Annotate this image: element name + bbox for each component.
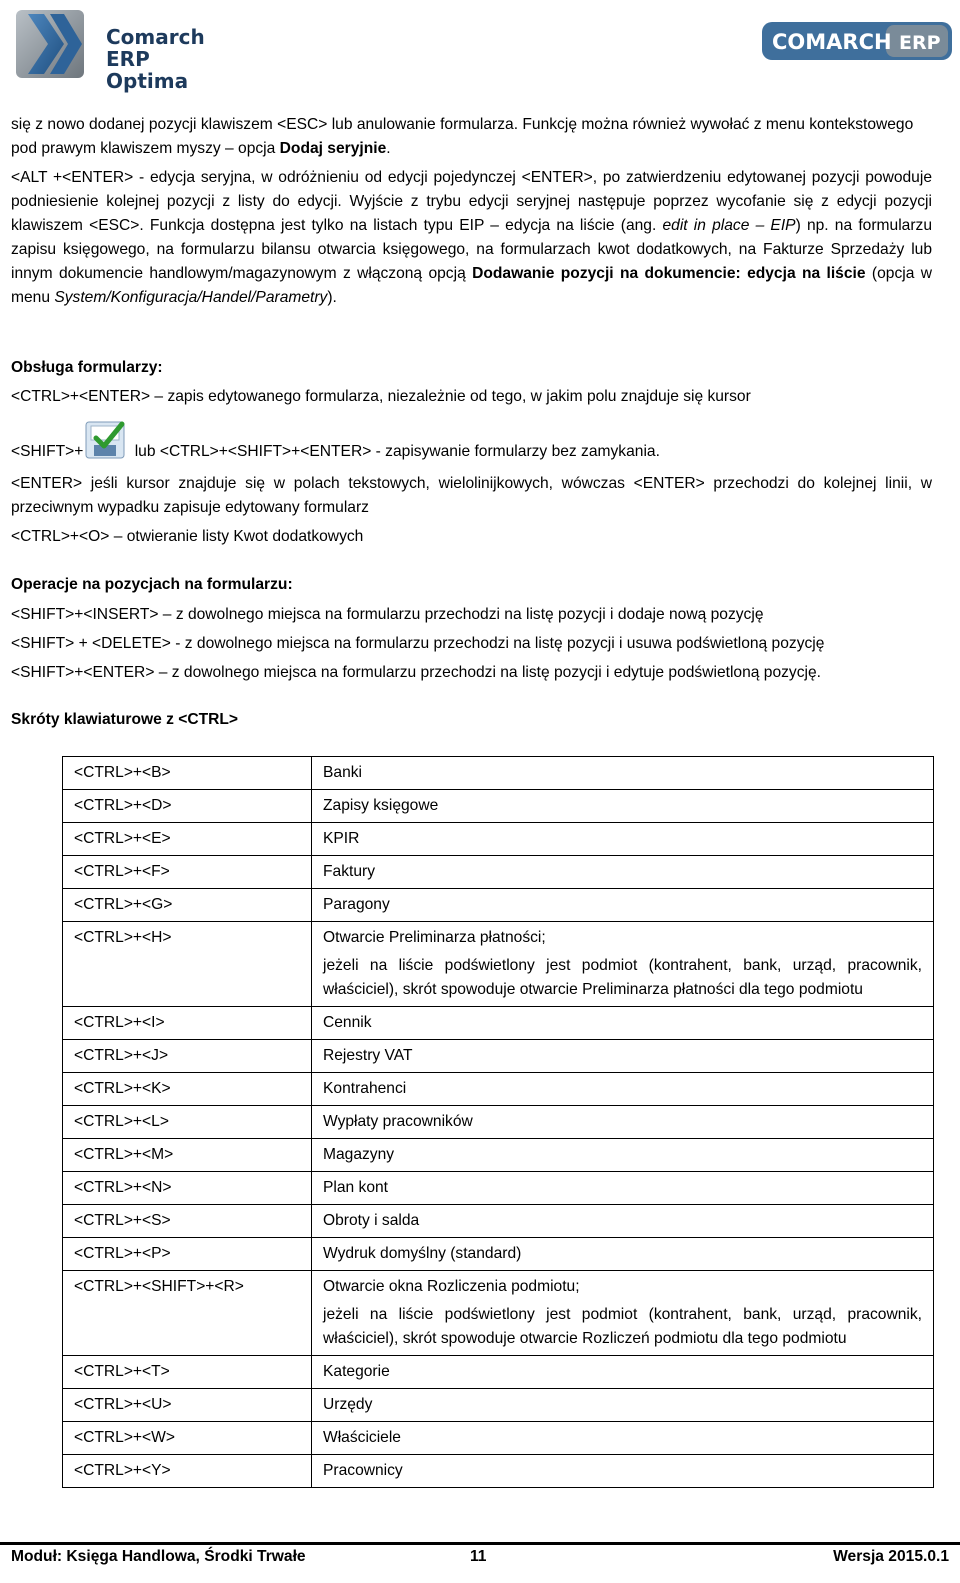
shortcut-desc: Paragony (312, 889, 934, 922)
shortcut-key: <CTRL>+<L> (63, 1106, 312, 1139)
forms-heading: Obsługa formularzy: (11, 359, 163, 376)
shortcut-desc-multi (312, 922, 934, 1007)
shortcut-desc: Urzędy (312, 1389, 934, 1422)
shortcut-key: <CTRL>+<W> (63, 1422, 312, 1455)
footer-version: Wersja 2015.0.1 (833, 1548, 949, 1565)
shortcut-key: <CTRL>+<S> (63, 1205, 312, 1238)
p2-bold: Dodawanie pozycji na dokumencie: edycja na liście (472, 265, 866, 282)
shortcut-key: <CTRL>+<F> (63, 856, 312, 889)
table-row (63, 1356, 934, 1389)
shortcut-desc: Obroty i salda (312, 1205, 934, 1238)
shortcut-desc: Cennik (312, 1007, 934, 1040)
p2-italic2: System/Konfiguracja/Handel/Parametry (54, 289, 328, 306)
shortcut-desc-detail: jeżeli na liście podświetlony jest podmiot (kontrahent, bank, urząd, pracownik, właściciel), skrót spowoduje otwarcie Preliminarza płatności dla tego podmiotu (323, 957, 922, 998)
forms-line2-post: lub <CTRL>+<SHIFT>+<ENTER> - zapisywanie formularzy bez zamykania. (130, 443, 660, 461)
shortcut-desc: Otwarcie okna Rozliczenia podmiotu; (323, 1278, 580, 1295)
shortcut-key: <CTRL>+<B> (63, 757, 312, 790)
shortcut-key: <CTRL>+<E> (63, 823, 312, 856)
shortcut-key: <CTRL>+<T> (63, 1356, 312, 1389)
table-row (63, 922, 934, 1007)
positions-heading: Operacje na pozycjach na formularzu: (11, 576, 293, 593)
table-row (63, 790, 934, 823)
forms-line-enter: <ENTER> jeśli kursor znajduje się w polach tekstowych, wielolinijkowych, wówczas <ENTER> przechodzi do kolejnej linii, w przeciwnym wypadku zapisuje edytowany formularz (11, 475, 932, 516)
save-checkmark-icon (84, 418, 128, 462)
comarch-erp-optima-logo (14, 8, 254, 93)
table-row (63, 1106, 934, 1139)
shortcut-desc: Faktury (312, 856, 934, 889)
table-row (63, 856, 934, 889)
shortcut-desc: KPIR (312, 823, 934, 856)
shortcut-key: <CTRL>+<SHIFT>+<R> (63, 1271, 312, 1356)
table-row (63, 1389, 934, 1422)
footer-page-number: 11 (470, 1548, 487, 1565)
paragraph-serial-edit (11, 166, 932, 310)
shortcut-key: <CTRL>+<K> (63, 1073, 312, 1106)
shortcut-key: <CTRL>+<J> (63, 1040, 312, 1073)
shortcut-desc: Pracownicy (312, 1455, 934, 1488)
shortcut-key: <CTRL>+<Y> (63, 1455, 312, 1488)
shortcut-key: <CTRL>+<P> (63, 1238, 312, 1271)
table-row (63, 1455, 934, 1488)
footer-module: Moduł: Księga Handlowa, Środki Trwałe (11, 1548, 306, 1565)
shortcut-desc: Wydruk domyślny (standard) (312, 1238, 934, 1271)
forms-line-ctrl-o: <CTRL>+<O> – otwieranie listy Kwot dodatkowych (11, 528, 364, 545)
p1-bold: Dodaj seryjnie (279, 140, 387, 157)
shortcut-desc: Kategorie (312, 1356, 934, 1389)
comarch-erp-logo (762, 22, 952, 60)
table-row (63, 1139, 934, 1172)
shortcut-desc: Plan kont (312, 1172, 934, 1205)
table-row (63, 1271, 934, 1356)
forms-line2-pre: <SHIFT>+ (11, 443, 84, 461)
shortcut-key: <CTRL>+<U> (63, 1389, 312, 1422)
shortcut-desc: Wypłaty pracowników (312, 1106, 934, 1139)
brand-name (106, 26, 254, 92)
positions-line-enter: <SHIFT>+<ENTER> – z dowolnego miejsca na formularzu przechodzi na listę pozycji i edytuje podświetloną pozycję. (11, 664, 821, 681)
table-row (63, 1073, 934, 1106)
shortcut-key: <CTRL>+<I> (63, 1007, 312, 1040)
optima-logo-icon (14, 8, 86, 80)
shortcut-key: <CTRL>+<H> (63, 922, 312, 1007)
table-row (63, 1238, 934, 1271)
shortcut-key: <CTRL>+<G> (63, 889, 312, 922)
table-row (63, 823, 934, 856)
p2-text3: (opcja w menu (11, 265, 932, 306)
footer-divider (0, 1542, 960, 1545)
table-row (63, 1422, 934, 1455)
paragraph-serial-add (11, 113, 932, 161)
shortcut-key: <CTRL>+<M> (63, 1139, 312, 1172)
brand-line2: Optima (106, 69, 189, 93)
p2-text2: ) np. na formularzu zapisu księgowego, na formularzu bilansu otwarcia księgowego, na formularzach kwot dodatkowych, na Fakturze Sprzedaży lub innym dokumencie handlowym/magazynowym z włączoną opcją (11, 217, 932, 282)
p2-text1: <ALT +<ENTER> - edycja seryjna, w odróżnieniu od edycji pojedynczej <ENTER>, po zatwierdzeniu edytowanej pozycji powoduje podniesienie kolejnej pozycji z listy do edycji. Wyjście z trybu edycji seryjnej następuje poprzez wycofanie się z edycji pozycji klawiszem <ESC>. Funkcja dostępna jest tylko na listach typu EIP – edycja na liście (ang. (11, 169, 932, 234)
table-row (63, 1007, 934, 1040)
brand-line1: Comarch ERP (106, 25, 205, 71)
positions-line-insert: <SHIFT>+<INSERT> – z dowolnego miejsca na formularzu przechodzi na listę pozycji i dodaje nową pozycję (11, 606, 764, 623)
shortcut-desc: Otwarcie Preliminarza płatności; (323, 929, 546, 946)
shortcut-key: <CTRL>+<D> (63, 790, 312, 823)
table-row (63, 889, 934, 922)
shortcut-desc: Magazyny (312, 1139, 934, 1172)
forms-line-shift-save (11, 418, 932, 464)
p2-end: ). (327, 289, 337, 306)
p1-text: się z nowo dodanej pozycji klawiszem <ESC> lub anulowanie formularza. Funkcję można również wywołać z menu kontekstowego pod prawym klawiszem myszy – opcja (11, 116, 914, 157)
shortcuts-table-body (63, 757, 934, 1488)
forms-line-ctrl-enter: <CTRL>+<ENTER> – zapis edytowanego formularza, niezależnie od tego, w jakim polu znajduje się kursor (11, 388, 751, 405)
table-row (63, 1205, 934, 1238)
table-row (63, 1172, 934, 1205)
shortcuts-table (62, 756, 934, 1488)
shortcut-desc-multi (312, 1271, 934, 1356)
p2-italic1: edit in place – EIP (662, 217, 796, 234)
shortcut-desc: Właściciele (312, 1422, 934, 1455)
shortcut-desc-detail: jeżeli na liście podświetlony jest podmiot (kontrahent, bank, urząd, pracownik, właściciel), skrót spowoduje otwarcie Rozliczeń podmiotu dla tego podmiotu (323, 1306, 922, 1347)
shortcut-desc: Banki (312, 757, 934, 790)
shortcut-desc: Rejestry VAT (312, 1040, 934, 1073)
table-row (63, 757, 934, 790)
shortcut-desc: Kontrahenci (312, 1073, 934, 1106)
right-logo-word1: COMARCH (772, 30, 892, 54)
shortcut-key: <CTRL>+<N> (63, 1172, 312, 1205)
right-logo-word2: ERP (899, 32, 941, 54)
shortcut-desc: Zapisy księgowe (312, 790, 934, 823)
table-row (63, 1040, 934, 1073)
p1-end: . (386, 140, 391, 157)
positions-line-delete: <SHIFT> + <DELETE> - z dowolnego miejsca na formularzu przechodzi na listę pozycji i usuwa podświetloną pozycję (11, 635, 825, 652)
shortcuts-heading: Skróty klawiaturowe z <CTRL> (11, 711, 239, 728)
